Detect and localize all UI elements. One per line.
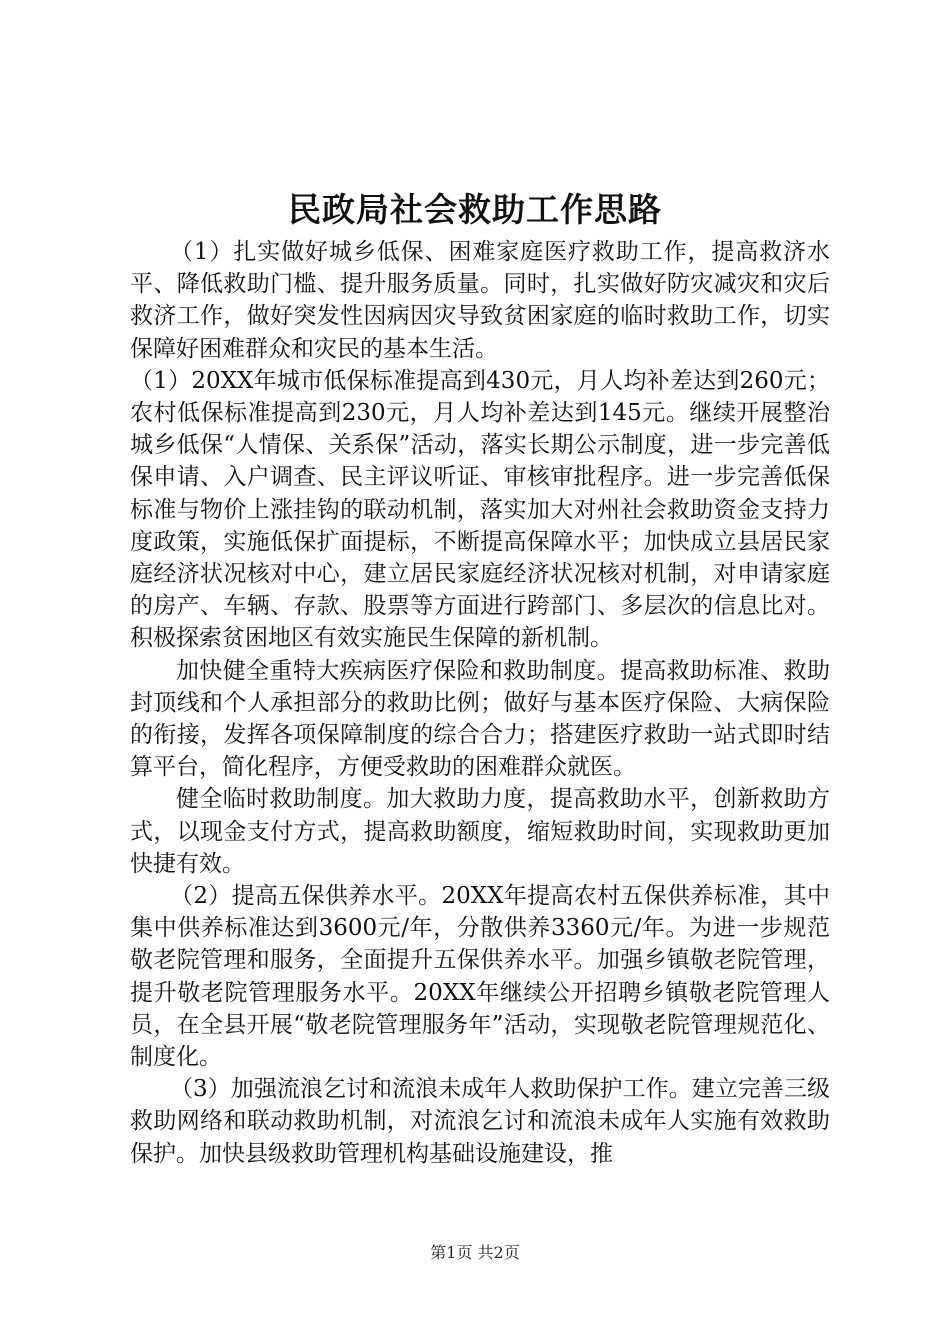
document-body xyxy=(130,236,830,1170)
page-title: 民政局社会救助工作思路 xyxy=(288,190,662,229)
paragraph-1: （1）扎实做好城乡低保、困难家庭医疗救助工作，提高救济水平、降低救助门槛、提升服务质量。同时，扎实做好防灾减灾和灾后救济工作，做好突发性因病因灾导致贫困家庭的临时救助工作，切实保障好困难群众和灾民的基本生活。 xyxy=(130,239,830,362)
paragraph-3: 加快健全重特大疾病医疗保险和救助制度。提高救助标准、救助封顶线和个人承担部分的救助比例；做好与基本医疗保险、大病保险的衔接，发挥各项保障制度的综合合力；搭建医疗救助一站式即时结算平台，简化程序，方便受救助的困难群众就医。 xyxy=(130,657,830,781)
page-number-footer: 第1页 共2页 xyxy=(430,1243,520,1262)
paragraph-4: 健全临时救助制度。加大救助力度，提高救助水平，创新救助方式，以现金支付方式，提高救助额度，缩短救助时间，实现救助更加快捷有效。 xyxy=(130,786,830,877)
paragraph-5: （2）提高五保供养水平。20XX年提高农村五保供养标准，其中集中供养标准达到3600元/年，分散供养3360元/年。为进一步规范敬老院管理和服务，全面提升五保供养水平。加强乡镇敬老院管理，提升敬老院管理服务水平。20XX年继续公开招聘乡镇敬老院管理人员，在全县开展“敬老院管理服务年”活动，实现敬老院管理规范化、制度化。 xyxy=(130,883,830,1071)
paragraph-2: （1）20XX年城市低保标准提高到430元，月人均补差达到260元；农村低保标准提高到230元，月人均补差达到145元。继续开展整治城乡低保“人情保、关系保”活动，落实长期公示制度，进一步完善低保申请、入户调查、民主评议听证、审核审批程序。进一步完善低保标准与物价上涨挂钩的联动机制，落实加大对州社会救助资金支持力度政策，实施低保扩面提标，不断提高保障水平；加快成立县居民家庭经济状况核对中心，建立居民家庭经济状况核对机制，对申请家庭的房产、车辆、存款、股票等方面进行跨部门、多层次的信息比对。积极探索贫困地区有效实施民生保障的新机制。 xyxy=(130,367,830,652)
paragraph-6: （3）加强流浪乞讨和流浪未成年人救助保护工作。建立完善三级救助网络和联动救助机制，对流浪乞讨和流浪未成年人实施有效救助保护。加快县级救助管理机构基础设施建设，推 xyxy=(130,1076,830,1167)
